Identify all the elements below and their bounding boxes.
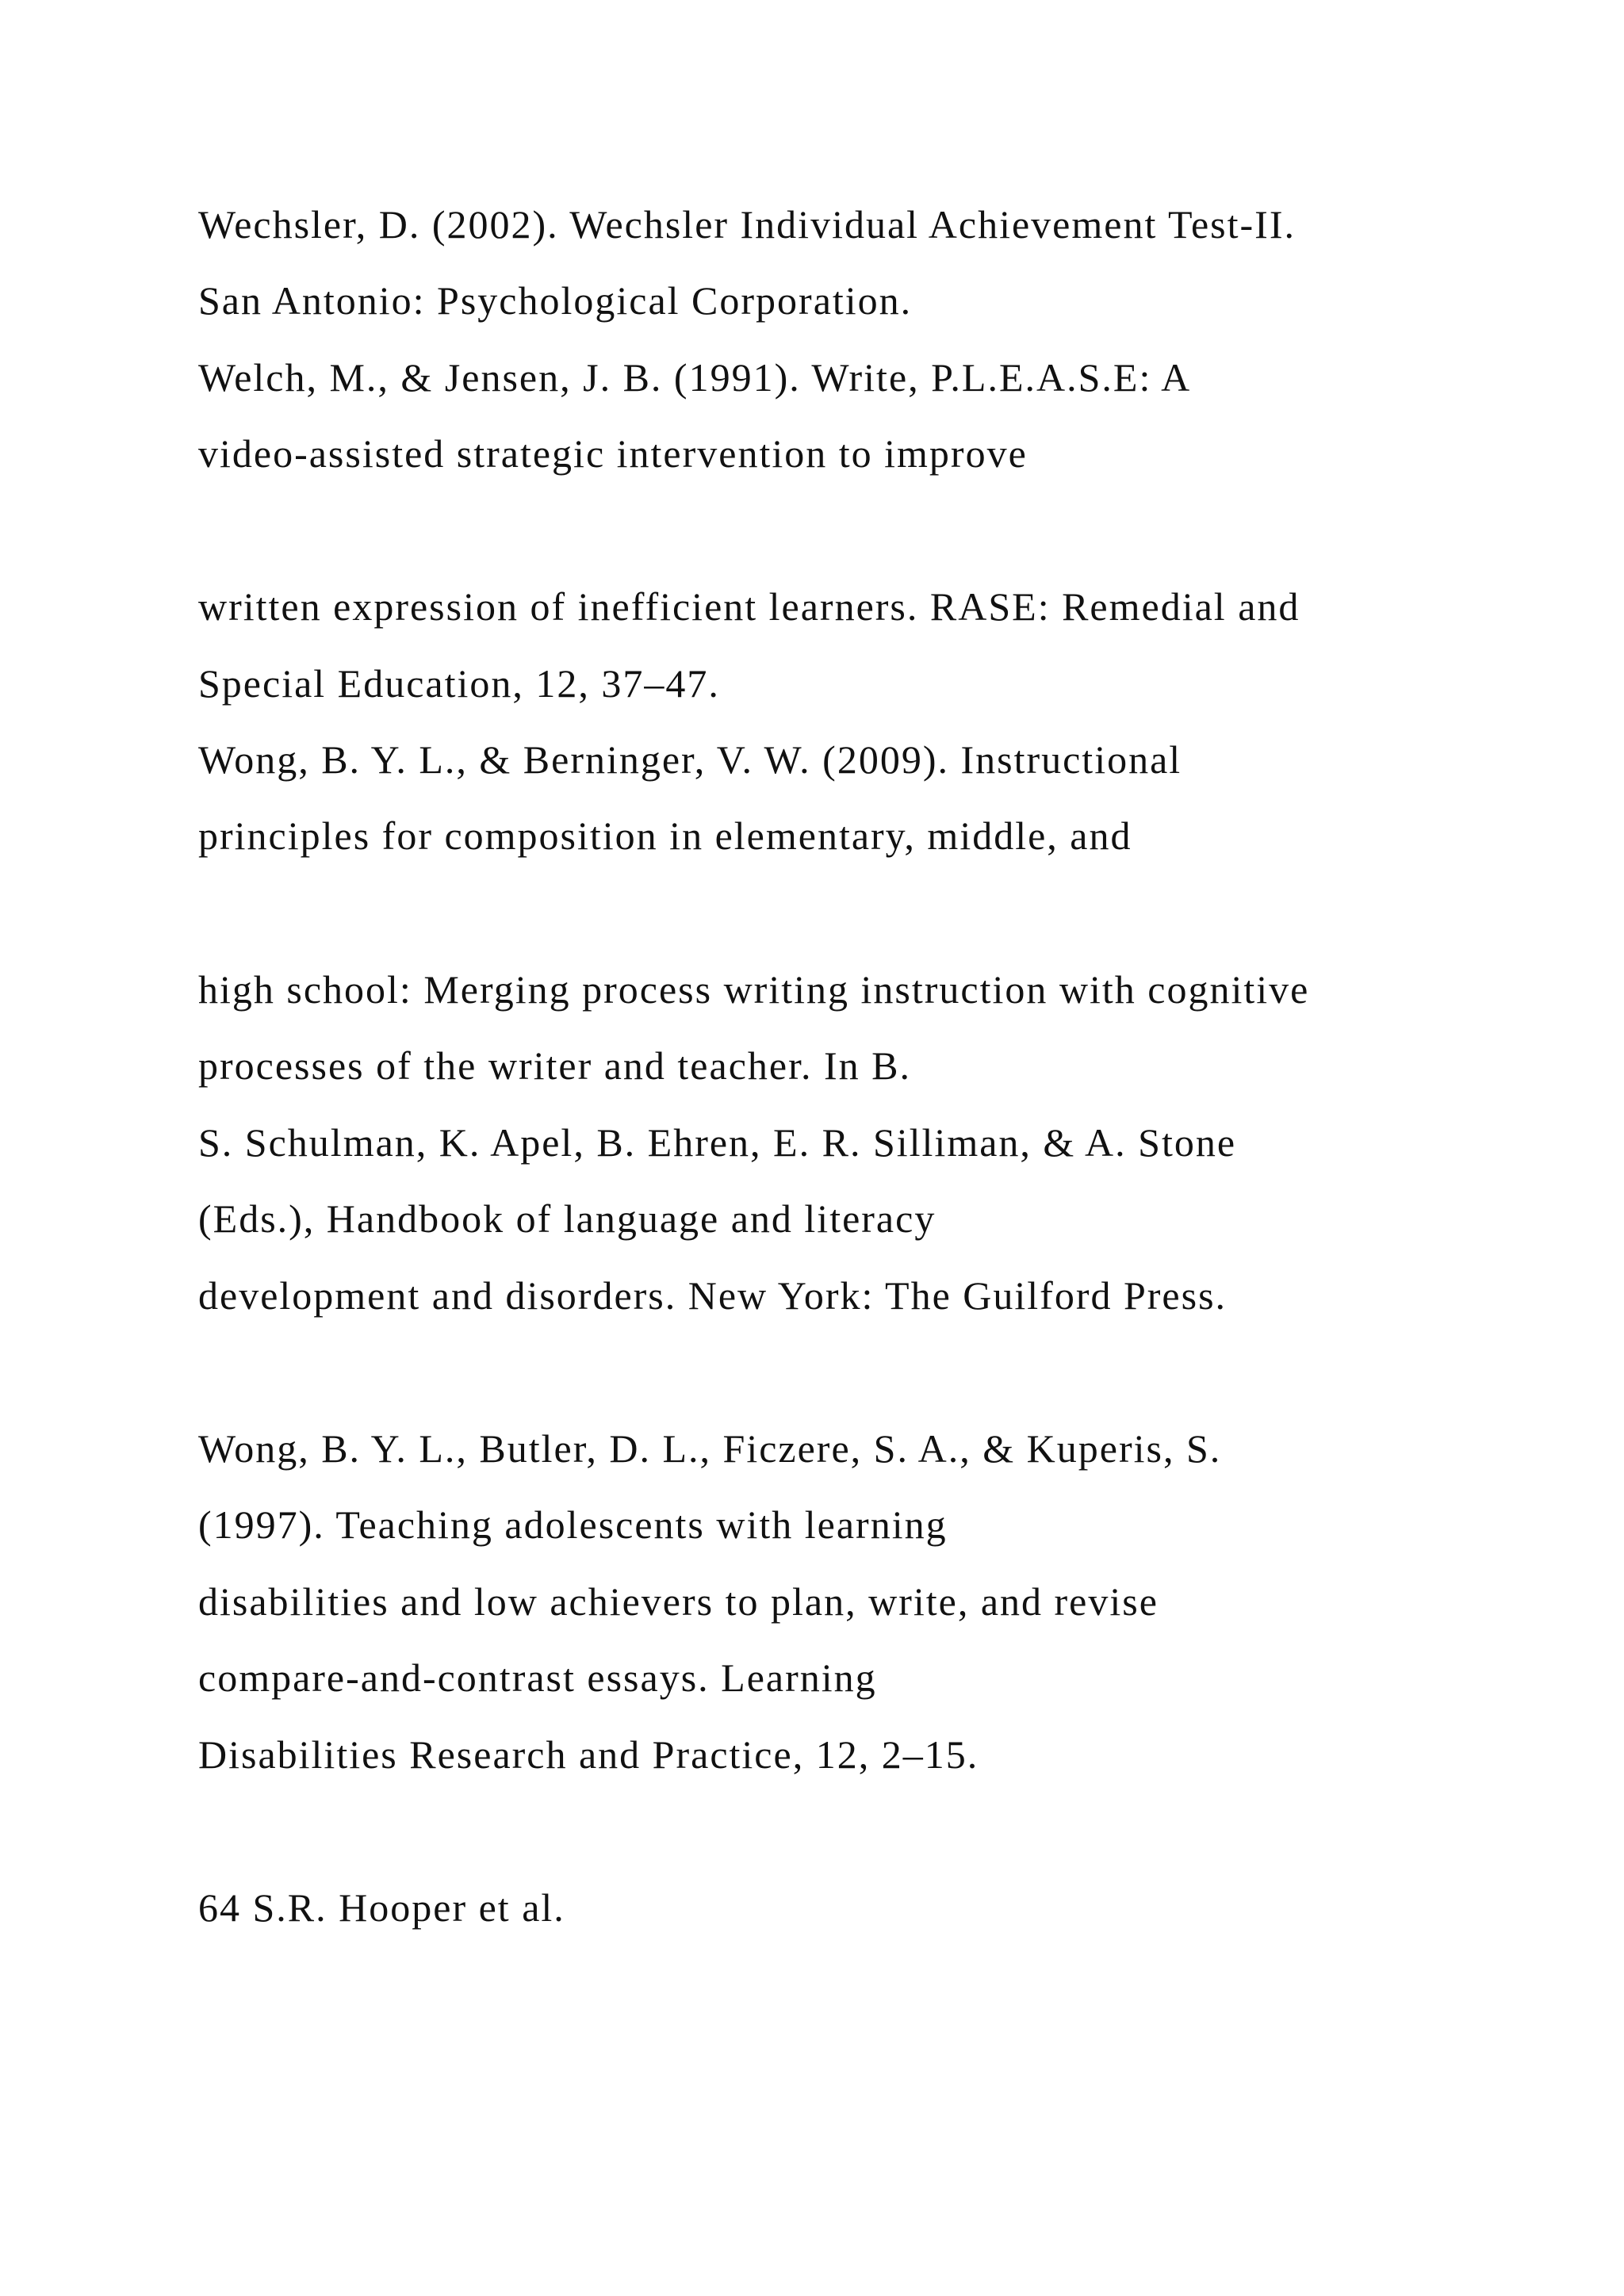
- reference-wong-butler-line-4: compare-and-contrast essays. Learning: [198, 1655, 877, 1700]
- reference-wong-butler-line-5: Disabilities Research and Practice, 12, 2–15.: [198, 1732, 979, 1777]
- reference-welch-line-3: written expression of inefficient learners. RASE: Remedial and: [198, 584, 1300, 629]
- reference-welch-line-2: video-assisted strategic intervention to improve: [198, 431, 1028, 476]
- reference-wong-berninger-line-1: Wong, B. Y. L., & Berninger, V. W. (2009). Instructional: [198, 737, 1182, 782]
- reference-wong-berninger-line-6: (Eds.), Handbook of language and literacy: [198, 1196, 936, 1241]
- reference-wong-berninger-line-5: S. Schulman, K. Apel, B. Ehren, E. R. Silliman, & A. Stone: [198, 1120, 1237, 1165]
- reference-wong-butler-line-1: Wong, B. Y. L., Butler, D. L., Ficzere, S. A., & Kuperis, S.: [198, 1426, 1222, 1471]
- reference-welch-line-1: Welch, M., & Jensen, J. B. (1991). Write, P.L.E.A.S.E: A: [198, 355, 1192, 400]
- reference-wong-berninger-line-4: processes of the writer and teacher. In B.: [198, 1043, 911, 1088]
- reference-wong-butler-line-2: (1997). Teaching adolescents with learning: [198, 1502, 948, 1547]
- reference-wong-berninger-line-7: development and disorders. New York: The Guilford Press.: [198, 1273, 1228, 1318]
- reference-wong-butler-line-3: disabilities and low achievers to plan, write, and revise: [198, 1579, 1159, 1624]
- reference-wong-berninger-line-3: high school: Merging process writing instruction with cognitive: [198, 967, 1310, 1012]
- page-footer: 64 S.R. Hooper et al.: [198, 1885, 565, 1930]
- reference-wechsler-line-1: Wechsler, D. (2002). Wechsler Individual Achievement Test-II.: [198, 202, 1296, 247]
- reference-wechsler-line-2: San Antonio: Psychological Corporation.: [198, 278, 913, 323]
- reference-wong-berninger-line-2: principles for composition in elementary, middle, and: [198, 813, 1132, 858]
- reference-welch-line-4: Special Education, 12, 37–47.: [198, 661, 720, 706]
